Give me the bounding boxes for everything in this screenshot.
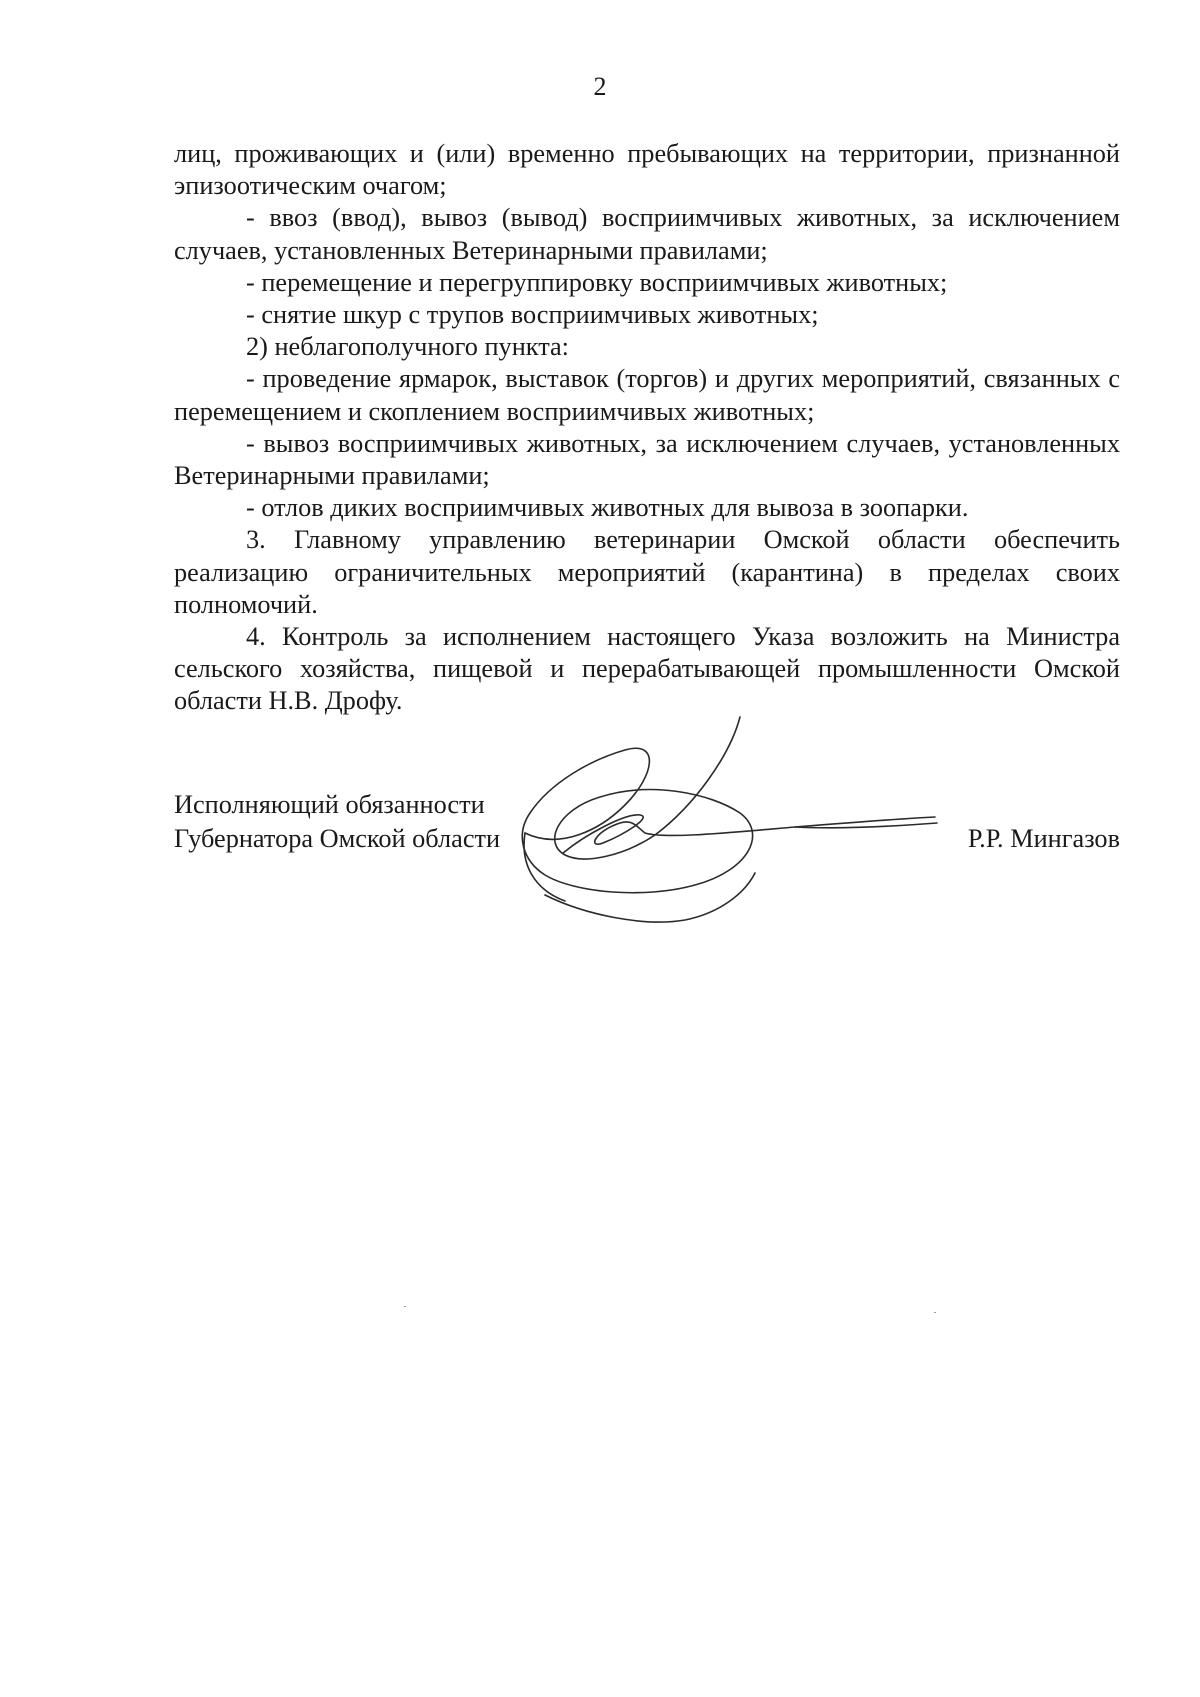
signatory-title-line-1: Исполняющий обязанности: [174, 790, 485, 819]
list-item-skinning: - снятие шкур с трупов восприимчивых животных;: [246, 300, 819, 330]
clause-4: 4. Контроль за исполнением настоящего Указа возложить на Министра сельского хозяйства, пищевой и перерабатывающей промышленности Омской области Н.В. Дрофу.: [174, 622, 1120, 716]
list-item-fairs: - проведение ярмарок, выставок (торгов) и других мероприятий, связанных с перемещением и скоплением восприимчивых животных;: [174, 364, 1120, 426]
list-item-wild-animals: - отлов диких восприимчивых животных для вывоза в зоопарки.: [246, 493, 969, 523]
page-number: 2: [593, 72, 607, 101]
list-item-relocation: - перемещение и перегруппировку восприимчивых животных;: [246, 267, 948, 297]
list-item-import-export: - ввоз (ввод), вывоз (вывод) восприимчивых животных, за исключением случаев, установленных Ветеринарными правилами;: [174, 203, 1120, 265]
list-heading-unfavorable-point: 2) неблагополучного пункта:: [246, 332, 569, 362]
document-body: [174, 138, 1120, 718]
handwritten-signature: [505, 715, 965, 945]
scan-artifact: [404, 1306, 406, 1307]
signatory-title-line-2: Губернатора Омской области: [174, 824, 501, 853]
list-item-export: - вывоз восприимчивых животных, за исключением случаев, установленных Ветеринарными правилами;: [174, 428, 1120, 491]
paragraph-continuation: лиц, проживающих и (или) временно пребывающих на территории, признанной эпизоотическим очагом;: [174, 139, 1120, 201]
signatory-name: Р.Р. Мингазов: [967, 824, 1120, 853]
scan-artifact: [934, 1312, 936, 1313]
clause-3: 3. Главному управлению ветеринарии Омской области обеспечить реализацию ограничительных мероприятий (карантина) в пределах своих полномочий.: [174, 525, 1120, 619]
